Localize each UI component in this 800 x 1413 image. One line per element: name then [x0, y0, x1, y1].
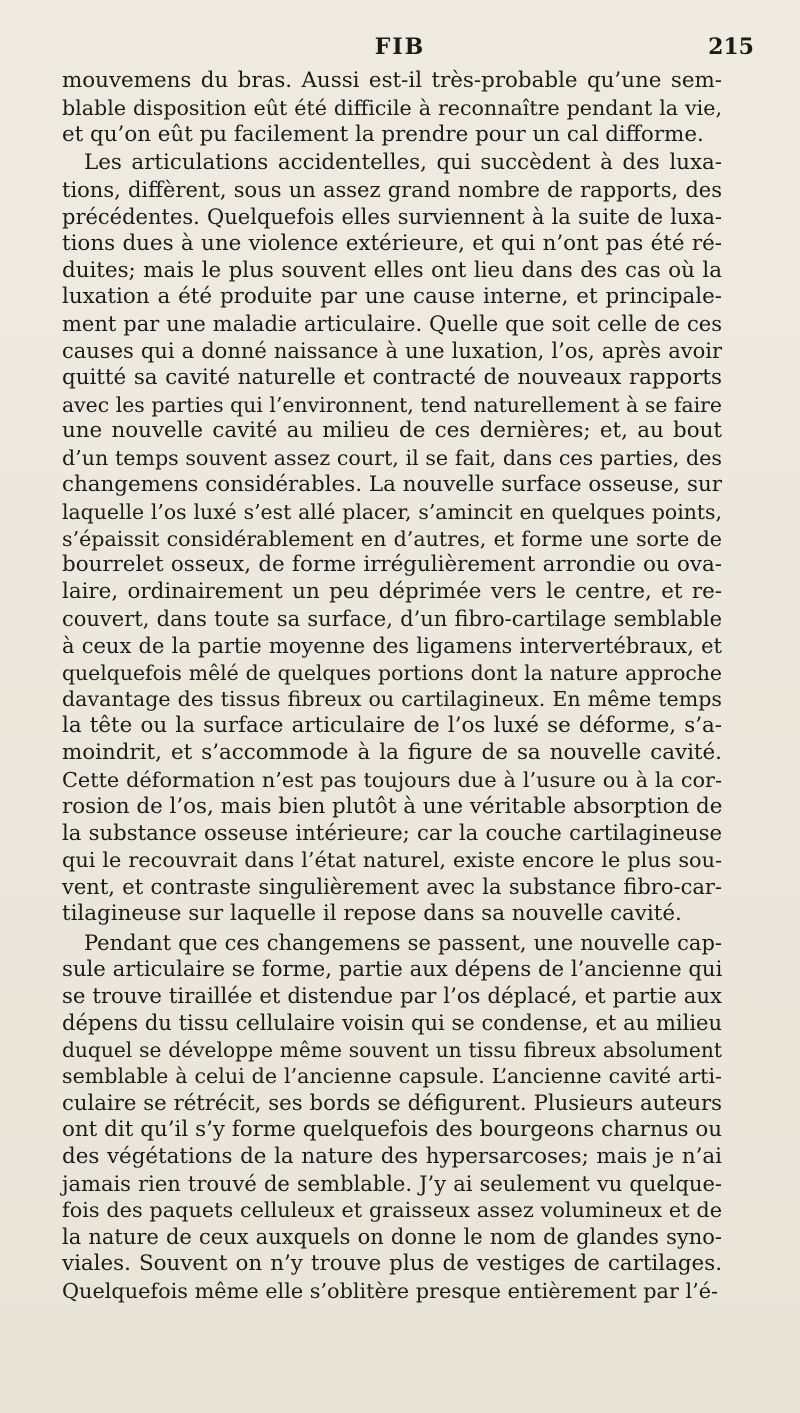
text-line: la substance osseuse intérieure; car la couche cartilagineuse: [62, 820, 722, 846]
text-line: la tête ou la surface articulaire de l’os luxé se déforme, s’a-: [62, 713, 722, 739]
text-line: moindrit, et s’accommode à la figure de sa nouvelle cavité.: [62, 739, 722, 765]
text-line: luxation a été produite par une cause interne, et principale-: [62, 284, 722, 310]
text-line: laquelle l’os luxé s’est allé placer, s’amincit en quelques points,: [62, 499, 722, 524]
text-line: tions, diffèrent, sous un assez grand nombre de rapports, des: [62, 178, 722, 203]
text-line: une nouvelle cavité au milieu de ces dernières; et, au bout: [62, 418, 722, 444]
running-title: FIB: [374, 34, 426, 60]
text-line: changemens considérables. La nouvelle surface osseuse, sur: [62, 471, 722, 497]
text-line: quelquefois mêlé de quelques portions dont la nature approche: [62, 660, 722, 685]
text-line: viales. Souvent on n’y trouve plus de vestiges de cartilages.: [62, 1251, 722, 1277]
text-line: mouvemens du bras. Aussi est-il très-probable qu’une sem-: [62, 68, 722, 93]
text-line: tions dues à une violence extérieure, et qui n’ont pas été ré-: [62, 230, 722, 256]
text-line: et qu’on eût pu facilement la prendre pour un cal difforme.: [62, 121, 704, 147]
text-line: culaire se rétrécit, ses bords se défigurent. Plusieurs auteurs: [62, 1090, 722, 1116]
text-line: qui le recouvrait dans l’état naturel, existe encore le plus sou-: [62, 848, 722, 873]
page-number: 215: [708, 34, 754, 60]
text-line: laire, ordinairement un peu déprimée vers le centre, et re-: [62, 579, 722, 605]
text-line: d’un temps souvent assez court, il se fait, dans ces parties, des: [62, 446, 722, 471]
page-header: [62, 34, 754, 66]
text-line: s’épaissit considérablement en d’autres, et forme une sorte de: [62, 526, 722, 551]
text-line: Cette déformation n’est pas toujours due à l’usure ou à la cor-: [62, 767, 722, 792]
text-line: fois des paquets celluleux et graisseux assez volumineux et de: [62, 1198, 722, 1223]
text-line: rosion de l’os, mais bien plutôt à une véritable absorption de: [62, 793, 723, 819]
text-line: avec les parties qui l’environnent, tend naturellement à se faire: [62, 392, 722, 417]
text-line: tilagineuse sur laquelle il repose dans sa nouvelle cavité.: [62, 900, 682, 926]
text-line: se trouve tiraillée et distendue par l’os déplacé, et partie aux: [62, 983, 722, 1009]
text-line: davantage des tissus fibreux ou cartilagineux. En même temps: [62, 687, 722, 712]
body-text: [62, 68, 722, 1305]
text-line: jamais rien trouvé de semblable. J’y ai seulement vu quelque-: [62, 1171, 722, 1196]
text-line: vent, et contraste singulièrement avec la substance fibro-car-: [62, 874, 722, 899]
text-line: blable disposition eût été difficile à reconnaître pendant la vie,: [62, 95, 722, 120]
text-line: causes qui a donné naissance à une luxation, l’os, après avoir: [62, 338, 722, 363]
text-line: couvert, dans toute sa surface, d’un fibro-cartilage semblable: [62, 606, 722, 631]
text-line: semblable à celui de l’ancienne capsule. L’ancienne cavité arti-: [62, 1064, 722, 1089]
text-line: duquel se développe même souvent un tissu fibreux absolument: [62, 1037, 722, 1062]
text-line: des végétations de la nature des hypersarcoses; mais je n’ai: [62, 1143, 722, 1169]
text-line: précédentes. Quelquefois elles surviennent à la suite de luxa-: [62, 204, 722, 229]
text-line: Pendant que ces changemens se passent, une nouvelle cap-: [84, 930, 722, 955]
text-line: Les articulations accidentelles, qui succèdent à des luxa-: [84, 150, 722, 176]
text-line: sule articulaire se forme, partie aux dépens de l’ancienne qui: [62, 956, 723, 982]
text-line: à ceux de la partie moyenne des ligamens intervertébraux, et: [62, 633, 722, 658]
text-line: bourrelet osseux, de forme irrégulièrement arrondie ou ova-: [62, 552, 722, 578]
text-line: la nature de ceux auxquels on donne le nom de glandes syno-: [62, 1225, 722, 1250]
text-line: duites; mais le plus souvent elles ont lieu dans des cas où la: [62, 257, 722, 283]
text-line: ment par une maladie articulaire. Quelle que soit celle de ces: [62, 312, 722, 337]
text-line: Quelquefois même elle s’oblitère presque entièrement par l’é-: [62, 1278, 719, 1303]
text-line: ont dit qu’il s’y forme quelquefois des bourgeons charnus ou: [62, 1117, 722, 1143]
text-line: dépens du tissu cellulaire voisin qui se condense, et au milieu: [62, 1010, 722, 1035]
text-line: quitté sa cavité naturelle et contracté de nouveaux rapports: [62, 364, 722, 390]
